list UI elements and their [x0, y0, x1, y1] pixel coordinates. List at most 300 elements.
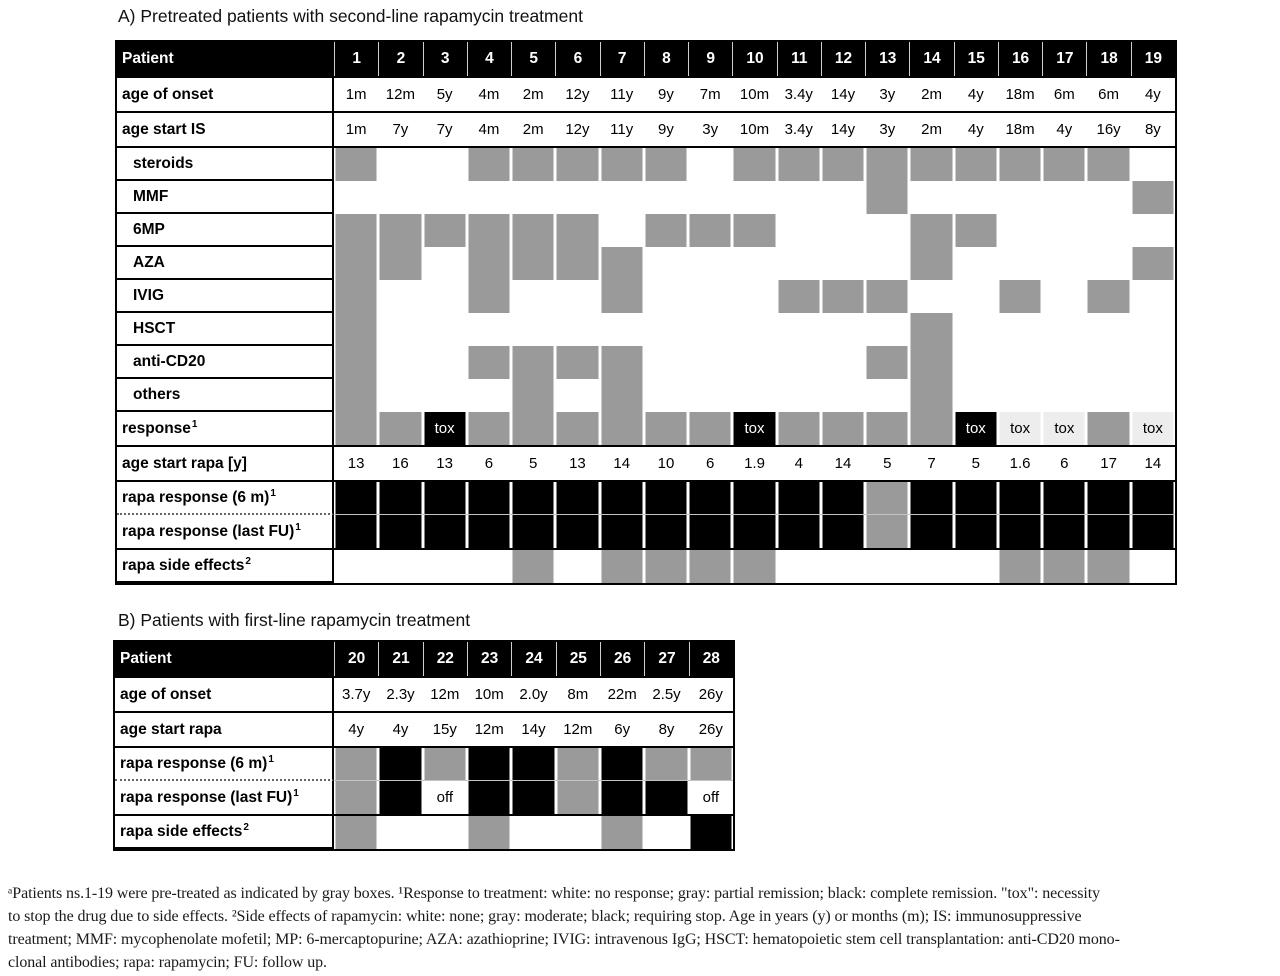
a-label-hsct: HSCT: [117, 313, 334, 346]
a-rapa-response-6-m-p5: [511, 482, 555, 515]
a-6mp-p12: [821, 214, 865, 247]
a-age-start-rapa-y-p19: 14: [1144, 455, 1162, 472]
a-others-p9: [688, 379, 732, 412]
a-mmf-p18: [1086, 181, 1130, 214]
footnote-line-2: to stop the drug due to side effects. ²Side effects of rapamycin: white: none; gray: moderate; black; requiring stop. Age in years (y) or months (m); IS: immunosuppressive: [8, 908, 1082, 925]
a-others-p1: [334, 379, 378, 412]
a-rapa-side-effects-p10: [732, 550, 776, 583]
a-age-start-rapa-y-p5: 5: [529, 455, 538, 472]
a-rapa-side-effects-p14: [909, 550, 953, 583]
a-aza-p19: [1131, 247, 1175, 280]
a-age-start-rapa-y-p8: 10: [657, 455, 675, 472]
a-anti-cd20-p13: [865, 346, 909, 379]
b-rapa-response-6-m-p23: [467, 748, 511, 781]
b-age-of-onset-p21: 2.3y: [386, 686, 415, 703]
a-age-start-is-p6: 12y: [565, 121, 590, 138]
b-rapa-side-effects-p24: [511, 816, 555, 849]
a-age-start-is-p16: 18m: [1005, 121, 1035, 138]
a-steroids-p3: [423, 148, 467, 181]
a-steroids-p7: [600, 148, 644, 181]
a-age-of-onset-p3: 5y: [436, 86, 453, 103]
a-ivig-p2: [378, 280, 422, 313]
a-steroids-p12: [821, 148, 865, 181]
a-anti-cd20-p2: [378, 346, 422, 379]
a-patient-14: 14: [909, 42, 953, 76]
a-patient-16: 16: [998, 42, 1042, 76]
b-patient-27: 27: [644, 642, 688, 676]
a-rapa-response-6-m-p16: [998, 482, 1042, 515]
a-age-start-is-p1: 1m: [345, 121, 367, 138]
a-ivig-p18: [1086, 280, 1130, 313]
a-others-p11: [777, 379, 821, 412]
a-anti-cd20-p5: [511, 346, 555, 379]
a-patient-15: 15: [954, 42, 998, 76]
b-header-row: [115, 642, 733, 678]
a-age-start-rapa-y-p9: 6: [706, 455, 715, 472]
a-age-of-onset-p6: 12y: [565, 86, 590, 103]
a-patient-19: 19: [1131, 42, 1175, 76]
a-others-p3: [423, 379, 467, 412]
a-patient-17: 17: [1042, 42, 1086, 76]
a-steroids-p10: [732, 148, 776, 181]
a-others-p19: [1131, 379, 1175, 412]
footnote-line-1: ᵃPatients ns.1-19 were pre-treated as indicated by gray boxes. ¹Response to treatment: white: no response; gray: partial remission; black: complete remission. "tox": necessity: [8, 885, 1101, 902]
a-age-of-onset-p9: 7m: [699, 86, 721, 103]
a-age-start-rapa-y-p10: 1.9: [744, 455, 765, 472]
a-ivig-p19: [1131, 280, 1175, 313]
a-mmf-p10: [732, 181, 776, 214]
b-rapa-response-last-fu-p23: [467, 781, 511, 814]
a-age-of-onset-p17: 6m: [1053, 86, 1075, 103]
b-age-start-rapa-p23: 12m: [474, 721, 504, 738]
a-rapa-response-last-fu-p5: [511, 515, 555, 548]
a-age-start-is-p12: 14y: [830, 121, 856, 138]
a-rapa-response-6-m-p6: [555, 482, 599, 515]
a-label-mmf: MMF: [117, 181, 334, 214]
a-rapa-side-effects-p8: [644, 550, 688, 583]
a-aza-p14: [909, 247, 953, 280]
a-patient-9: 9: [688, 42, 732, 76]
a-rapa-side-effects-p1: [334, 550, 378, 583]
a-label-rapa-response-last-fu: rapa response (last FU) $^1$: [117, 515, 334, 548]
a-rapa-response-last-fu-p2: [378, 515, 422, 548]
a-rapa-response-6-m-p18: [1086, 482, 1130, 515]
a-age-start-rapa-y-p14: 7: [927, 455, 936, 472]
a-mmf-p19: [1131, 181, 1175, 214]
a-age-of-onset-p10: 10m: [739, 86, 770, 103]
b-rapa-response-6-m-p22: [423, 748, 467, 781]
a-anti-cd20-p12: [821, 346, 865, 379]
a-mmf-p1: [334, 181, 378, 214]
a-label-age-start-rapa-y: age start rapa [y]: [117, 447, 334, 480]
a-age-of-onset-p12: 14y: [830, 86, 856, 103]
a-row-rapa-response-last-fu: [117, 515, 1175, 550]
a-rapa-response-last-fu-p8: [644, 515, 688, 548]
a-mmf-p7: [600, 181, 644, 214]
a-hsct-p6: [555, 313, 599, 346]
a-hsct-p18: [1086, 313, 1130, 346]
a-patient-header-label: Patient: [117, 42, 334, 76]
a-rapa-response-6-m-p17: [1042, 482, 1086, 515]
a-rapa-response-6-m-p14: [909, 482, 953, 515]
b-patient-20: 20: [334, 642, 378, 676]
a-age-of-onset-p11: 3.4y: [784, 86, 813, 103]
a-hsct-p17: [1042, 313, 1086, 346]
a-steroids-p14: [909, 148, 953, 181]
a-rapa-response-6-m-p19: [1131, 482, 1175, 515]
a-rapa-response-last-fu-p13: [865, 515, 909, 548]
a-rapa-response-last-fu-p9: [688, 515, 732, 548]
a-anti-cd20-p10: [732, 346, 776, 379]
b-rapa-response-6-m-p27: [644, 748, 688, 781]
a-row-hsct: [117, 313, 1175, 346]
a-anti-cd20-p6: [555, 346, 599, 379]
a-6mp-p10: [732, 214, 776, 247]
a-rapa-response-last-fu-p15: [954, 515, 998, 548]
a-steroids-p4: [467, 148, 511, 181]
a-age-start-rapa-y-p6: 13: [569, 455, 586, 472]
a-6mp-p2: [378, 214, 422, 247]
a-hsct-p4: [467, 313, 511, 346]
a-anti-cd20-p11: [777, 346, 821, 379]
a-rapa-side-effects-p12: [821, 550, 865, 583]
a-response-p16: tox: [998, 412, 1042, 445]
a-mmf-p12: [821, 181, 865, 214]
a-aza-p11: [777, 247, 821, 280]
a-hsct-p2: [378, 313, 422, 346]
a-6mp-p11: [777, 214, 821, 247]
b-age-of-onset-p28: 26y: [698, 686, 723, 703]
a-aza-p16: [998, 247, 1042, 280]
a-label-steroids: steroids: [117, 148, 334, 181]
a-age-start-is-p4: 4m: [478, 121, 500, 138]
b-age-start-rapa-p20: 4y: [348, 721, 365, 738]
a-anti-cd20-p9: [688, 346, 732, 379]
a-rapa-response-6-m-p3: [423, 482, 467, 515]
a-patient-13: 13: [865, 42, 909, 76]
b-row-rapa-side-effects: [115, 816, 733, 849]
a-aza-p10: [732, 247, 776, 280]
a-mmf-p6: [555, 181, 599, 214]
a-label-rapa-side-effects: rapa side effects $^2$: [117, 550, 334, 583]
a-mmf-p8: [644, 181, 688, 214]
a-anti-cd20-p1: [334, 346, 378, 379]
a-mmf-p11: [777, 181, 821, 214]
a-hsct-p16: [998, 313, 1042, 346]
a-rapa-response-last-fu-p4: [467, 515, 511, 548]
a-anti-cd20-p18: [1086, 346, 1130, 379]
footnote-line-3: treatment; MMF: mycophenolate mofetil; MP: 6-mercaptopurine; AZA: azathioprine; IVIG: intravenous IgG; HSCT: hematopoietic stem cell transplantation: anti-CD20 mono-: [8, 931, 1120, 948]
b-rapa-response-last-fu-p20: [334, 781, 378, 814]
a-row-aza: [117, 247, 1175, 280]
b-rapa-response-last-fu-p26: [600, 781, 644, 814]
b-patient-22: 22: [423, 642, 467, 676]
a-rapa-response-6-m-p8: [644, 482, 688, 515]
a-hsct-p15: [954, 313, 998, 346]
a-ivig-p3: [423, 280, 467, 313]
a-row-age-start-rapa-y: [117, 447, 1175, 482]
b-rapa-side-effects-p25: [556, 816, 600, 849]
a-others-p10: [732, 379, 776, 412]
a-age-start-is-p7: 11y: [610, 121, 634, 138]
a-anti-cd20-p8: [644, 346, 688, 379]
a-age-of-onset-p7: 11y: [610, 86, 634, 103]
a-others-p7: [600, 379, 644, 412]
figure-footnote: [8, 882, 1274, 974]
a-age-of-onset-p1: 1m: [345, 86, 367, 103]
b-label-rapa-side-effects: rapa side effects $^2$: [115, 816, 334, 849]
a-rapa-side-effects-p16: [998, 550, 1042, 583]
a-mmf-p16: [998, 181, 1042, 214]
a-rapa-response-last-fu-p18: [1086, 515, 1130, 548]
b-age-of-onset-p20: 3.7y: [341, 686, 371, 703]
a-response-p15: tox: [954, 412, 998, 445]
b-rapa-response-last-fu-p28: off: [689, 781, 733, 814]
a-ivig-p14: [909, 280, 953, 313]
a-rapa-side-effects-p18: [1086, 550, 1130, 583]
b-rapa-response-last-fu-p22: off: [423, 781, 467, 814]
a-steroids-p1: [334, 148, 378, 181]
a-mmf-p9: [688, 181, 732, 214]
a-rapa-side-effects-p13: [865, 550, 909, 583]
a-ivig-p10: [732, 280, 776, 313]
a-row-age-of-onset: [117, 78, 1175, 113]
a-rapa-response-6-m-p7: [600, 482, 644, 515]
a-age-start-is-p17: 4y: [1056, 121, 1073, 138]
a-anti-cd20-p3: [423, 346, 467, 379]
a-patient-4: 4: [467, 42, 511, 76]
a-age-of-onset-p13: 3y: [879, 86, 896, 103]
a-patient-11: 11: [777, 42, 821, 76]
a-others-p13: [865, 379, 909, 412]
a-steroids-p9: [688, 148, 732, 181]
a-rapa-response-last-fu-p19: [1131, 515, 1175, 548]
a-age-start-rapa-y-p7: 14: [613, 455, 631, 472]
a-hsct-p19: [1131, 313, 1175, 346]
a-ivig-p1: [334, 280, 378, 313]
a-rapa-side-effects-p3: [423, 550, 467, 583]
panel-b-table: [113, 640, 735, 851]
a-mmf-p13: [865, 181, 909, 214]
a-ivig-p17: [1042, 280, 1086, 313]
a-aza-p3: [423, 247, 467, 280]
a-ivig-p4: [467, 280, 511, 313]
a-response-p4: [467, 412, 511, 445]
b-rapa-side-effects-p22: [423, 816, 467, 849]
a-rapa-side-effects-p17: [1042, 550, 1086, 583]
b-patient-23: 23: [467, 642, 511, 676]
a-row-rapa-side-effects: [117, 550, 1175, 583]
b-rapa-response-6-m-p28: [689, 748, 733, 781]
a-hsct-p14: [909, 313, 953, 346]
a-row-6mp: [117, 214, 1175, 247]
a-6mp-p9: [688, 214, 732, 247]
a-rapa-response-6-m-p2: [378, 482, 422, 515]
a-age-start-rapa-y-p12: 14: [834, 455, 852, 472]
a-ivig-p7: [600, 280, 644, 313]
a-label-others: others: [117, 379, 334, 412]
a-response-p19: tox: [1131, 412, 1175, 445]
a-label-ivig: IVIG: [117, 280, 334, 313]
b-label-age-start-rapa: age start rapa: [115, 713, 334, 746]
a-steroids-p13: [865, 148, 909, 181]
footnote-line-4: clonal antibodies; rapa: rapamycin; FU: follow up.: [8, 954, 327, 971]
b-label-rapa-response-6-m: rapa response (6 m) $^1$: [115, 748, 334, 781]
a-ivig-p13: [865, 280, 909, 313]
a-anti-cd20-p7: [600, 346, 644, 379]
a-others-p4: [467, 379, 511, 412]
a-rapa-response-6-m-p11: [777, 482, 821, 515]
a-others-p17: [1042, 379, 1086, 412]
a-aza-p6: [555, 247, 599, 280]
a-hsct-p12: [821, 313, 865, 346]
b-label-rapa-response-last-fu: rapa response (last FU) $^1$: [115, 781, 334, 814]
a-anti-cd20-p4: [467, 346, 511, 379]
a-6mp-p7: [600, 214, 644, 247]
a-others-p8: [644, 379, 688, 412]
a-age-start-rapa-y-p18: 17: [1100, 455, 1117, 472]
a-age-start-rapa-y-p1: 13: [347, 455, 365, 472]
b-rapa-side-effects-p28: [689, 816, 733, 849]
a-age-of-onset-p16: 18m: [1005, 86, 1035, 103]
b-patient-26: 26: [600, 642, 644, 676]
b-age-start-rapa-p21: 4y: [392, 721, 409, 738]
b-age-of-onset-p23: 10m: [474, 686, 504, 703]
a-response-p14: [909, 412, 953, 445]
a-ivig-p11: [777, 280, 821, 313]
a-rapa-side-effects-p19: [1131, 550, 1175, 583]
a-age-start-is-p10: 10m: [739, 121, 770, 138]
a-steroids-p19: [1131, 148, 1175, 181]
a-others-p2: [378, 379, 422, 412]
a-6mp-p8: [644, 214, 688, 247]
a-steroids-p18: [1086, 148, 1130, 181]
b-rapa-side-effects-p20: [334, 816, 378, 849]
b-rapa-response-6-m-p24: [511, 748, 555, 781]
a-row-ivig: [117, 280, 1175, 313]
b-age-of-onset-p25: 8m: [567, 686, 589, 703]
a-age-start-rapa-y-p11: 4: [794, 455, 803, 472]
a-steroids-p15: [954, 148, 998, 181]
a-rapa-response-last-fu-p1: [334, 515, 378, 548]
a-rapa-response-6-m-p13: [865, 482, 909, 515]
a-others-p16: [998, 379, 1042, 412]
a-aza-p5: [511, 247, 555, 280]
a-age-start-rapa-y-p2: 16: [392, 455, 409, 472]
a-ivig-p16: [998, 280, 1042, 313]
a-ivig-p12: [821, 280, 865, 313]
a-aza-p12: [821, 247, 865, 280]
a-steroids-p2: [378, 148, 422, 181]
a-aza-p7: [600, 247, 644, 280]
b-age-of-onset-p26: 22m: [607, 686, 637, 703]
b-row-age-start-rapa: [115, 713, 733, 748]
a-rapa-side-effects-p5: [511, 550, 555, 583]
b-patient-header-label: Patient: [115, 642, 334, 676]
a-rapa-response-last-fu-p12: [821, 515, 865, 548]
a-others-p5: [511, 379, 555, 412]
a-others-p12: [821, 379, 865, 412]
b-rapa-response-last-fu-p25: [556, 781, 600, 814]
a-response-p7: [600, 412, 644, 445]
a-age-start-is-p18: 16y: [1096, 121, 1121, 138]
a-ivig-p9: [688, 280, 732, 313]
a-age-of-onset-p19: 4y: [1144, 86, 1161, 103]
a-mmf-p5: [511, 181, 555, 214]
a-6mp-p5: [511, 214, 555, 247]
a-6mp-p15: [954, 214, 998, 247]
a-response-p17: tox: [1042, 412, 1086, 445]
b-row-rapa-response-6-m: [115, 748, 733, 781]
a-6mp-p14: [909, 214, 953, 247]
b-rapa-response-6-m-p25: [556, 748, 600, 781]
a-aza-p18: [1086, 247, 1130, 280]
a-6mp-p1: [334, 214, 378, 247]
a-mmf-p17: [1042, 181, 1086, 214]
panel-a-title: A) Pretreated patients with second-line rapamycin treatment: [118, 6, 583, 26]
a-6mp-p6: [555, 214, 599, 247]
a-steroids-p8: [644, 148, 688, 181]
a-6mp-p3: [423, 214, 467, 247]
a-6mp-p16: [998, 214, 1042, 247]
a-rapa-response-6-m-p15: [954, 482, 998, 515]
b-age-start-rapa-p22: 15y: [432, 721, 457, 738]
b-row-rapa-response-last-fu: [115, 781, 733, 816]
b-age-start-rapa-p25: 12m: [563, 721, 593, 738]
a-rapa-response-last-fu-p7: [600, 515, 644, 548]
a-others-p18: [1086, 379, 1130, 412]
a-row-age-start-is: [117, 113, 1175, 148]
b-rapa-response-6-m-p26: [600, 748, 644, 781]
a-age-start-is-p15: 4y: [967, 121, 984, 138]
a-6mp-p4: [467, 214, 511, 247]
a-response-p18: [1086, 412, 1130, 445]
b-patient-28: 28: [689, 642, 733, 676]
a-age-of-onset-p5: 2m: [522, 86, 544, 103]
a-anti-cd20-p16: [998, 346, 1042, 379]
a-label-anti-cd20: anti-CD20: [117, 346, 334, 379]
a-rapa-side-effects-p7: [600, 550, 644, 583]
b-age-of-onset-p22: 12m: [430, 686, 460, 703]
a-6mp-p17: [1042, 214, 1086, 247]
a-response-p2: [378, 412, 422, 445]
a-row-mmf: [117, 181, 1175, 214]
a-hsct-p7: [600, 313, 644, 346]
a-label-rapa-response-6-m: rapa response (6 m) $^1$: [117, 482, 334, 515]
a-hsct-p11: [777, 313, 821, 346]
a-rapa-response-last-fu-p16: [998, 515, 1042, 548]
b-rapa-side-effects-p27: [644, 816, 688, 849]
a-rapa-response-last-fu-p10: [732, 515, 776, 548]
a-rapa-side-effects-p15: [954, 550, 998, 583]
a-row-others: [117, 379, 1175, 412]
panel-a-table: [115, 40, 1177, 585]
a-rapa-side-effects-p11: [777, 550, 821, 583]
a-label-age-start-is: age start IS: [117, 113, 334, 146]
a-mmf-p15: [954, 181, 998, 214]
a-aza-p8: [644, 247, 688, 280]
a-patient-2: 2: [378, 42, 422, 76]
a-response-p3: tox: [423, 412, 467, 445]
a-steroids-p11: [777, 148, 821, 181]
a-response-p11: [777, 412, 821, 445]
a-age-of-onset-p4: 4m: [478, 86, 500, 103]
a-mmf-p2: [378, 181, 422, 214]
a-rapa-response-last-fu-p17: [1042, 515, 1086, 548]
b-rapa-side-effects-p26: [600, 816, 644, 849]
a-age-start-rapa-y-p15: 5: [971, 455, 980, 472]
a-rapa-side-effects-p9: [688, 550, 732, 583]
